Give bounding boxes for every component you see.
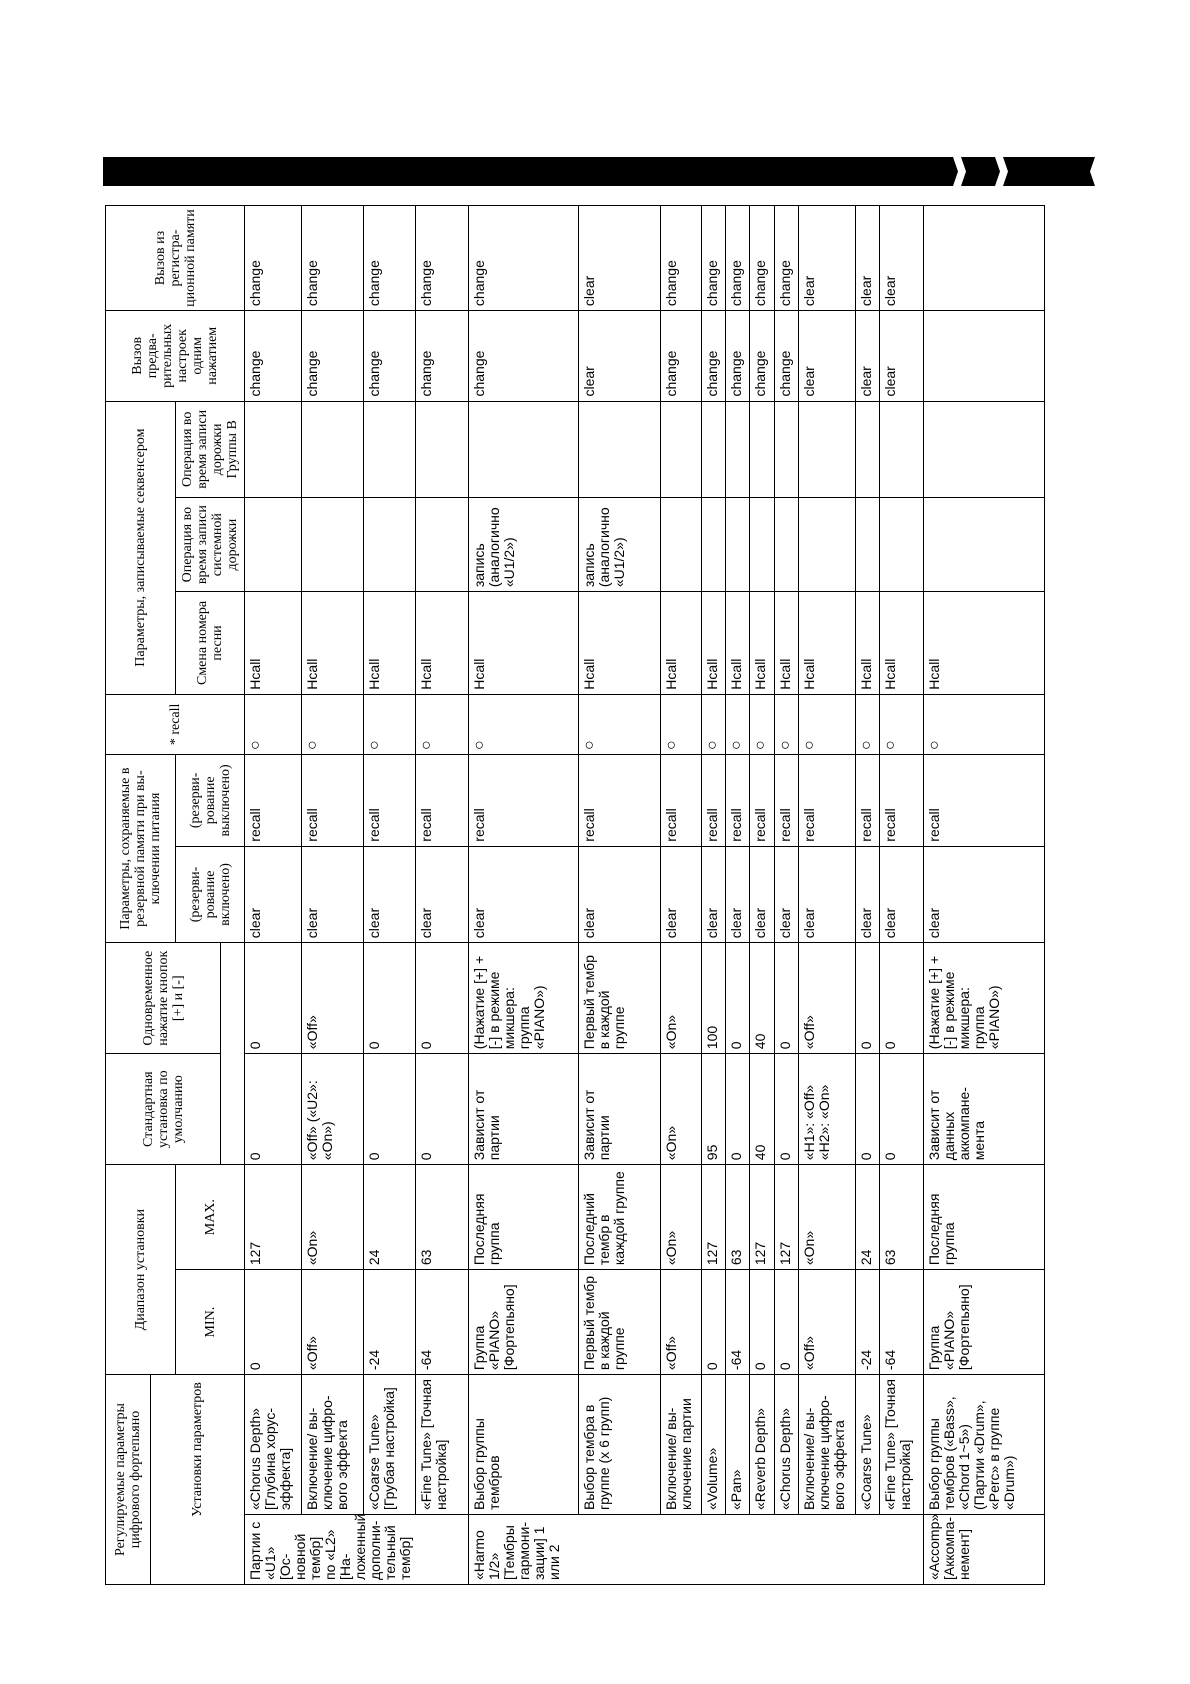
hdr-param-settings-label: Установки параметров [190,1382,205,1517]
cell-backup-on: clear [416,846,469,943]
hdr-main-category: Регулируемые параметры цифрового фортепьяно [106,1375,151,1585]
cell-min: «Off» [798,1270,855,1375]
table-row [302,206,364,1585]
cell-backup-on: clear [579,846,661,943]
cell-backup-on: clear [880,846,924,943]
cell-preset-call: change [302,311,364,401]
cell-group-b [702,401,726,498]
hdr-sequencer: Параметры, записываемые секвенсером [106,401,176,694]
cell-max: 127 [245,1165,302,1270]
cell-reg-call: clear [880,206,924,311]
cell-max: «On» [661,1165,702,1270]
cell-sys-track [363,498,416,592]
table-row [661,206,702,1585]
cell-simultaneous: «Off» [798,943,855,1054]
table-row [245,206,302,1585]
hdr-song-change: Смена номера песни [176,592,245,695]
cell-group-b [579,401,661,498]
cell-group-b [880,401,924,498]
cell-reg-call: change [363,206,416,311]
cell-reg-call: change [726,206,750,311]
cell-recall: ○ [855,694,879,754]
group-label: «Accomp» [Аккомпанемент] [924,1515,1045,1585]
parameters-table [105,205,1045,1585]
cell-song-change: Hcall [855,592,879,695]
table-row [363,206,416,1585]
table-row [750,206,774,1585]
cell-default: «On» [661,1054,702,1165]
cell-group-b [416,401,469,498]
cell-setting: «Fine Tune» [Точная настройка] [416,1375,469,1515]
hdr-backup-on: (резервирование включено) [176,846,245,943]
cell-min: 0 [750,1270,774,1375]
cell-recall: ○ [798,694,855,754]
cell-sys-track [855,498,879,592]
cell-backup-on: clear [798,846,855,943]
cell-default: 95 [702,1054,726,1165]
cell-backup-on: clear [469,846,579,943]
cell-sys-track [302,498,364,592]
cell-sys-track [798,498,855,592]
cell-setting: «Coarse Tune» [Грубая настройка] [363,1375,416,1515]
cell-recall: ○ [302,694,364,754]
cell-simultaneous: 0 [726,943,750,1054]
cell-sys-track [750,498,774,592]
cell-group-b [302,401,364,498]
cell-simultaneous: 0 [416,943,469,1054]
table-row [774,206,798,1585]
cell-backup-off: recall [245,755,302,847]
cell-recall: ○ [661,694,702,754]
cell-backup-off: recall [661,755,702,847]
cell-group-b [798,401,855,498]
cell-recall: ○ [416,694,469,754]
cell-max: 24 [855,1165,879,1270]
cell-default: 0 [774,1054,798,1165]
cell-simultaneous: «On» [661,943,702,1054]
cell-recall: ○ [245,694,302,754]
cell-setting: Включение/ выключение цифрового эффекта [798,1375,855,1515]
table-body [245,206,1045,1585]
cell-group-b [469,401,579,498]
cell-max: 127 [750,1165,774,1270]
cell-preset-call: clear [880,311,924,401]
cell-backup-on: clear [661,846,702,943]
cell-default: 40 [750,1054,774,1165]
cell-min: Первый тембр в каждой группе [579,1270,661,1375]
cell-setting: «Volume» [702,1375,726,1515]
cell-min: 0 [245,1270,302,1375]
cell-default: 0 [416,1054,469,1165]
cell-backup-off: recall [579,755,661,847]
cell-sys-track [880,498,924,592]
cell-recall: ○ [469,694,579,754]
hdr-backup-off: (резервирование выключено) [176,755,245,847]
cell-recall: ○ [726,694,750,754]
cell-preset-call: change [774,311,798,401]
group-label: Партии с «U1» [Основной тембр] по «L2» [Наложенный дополнительный тембр] [245,1515,469,1585]
cell-backup-off: recall [469,755,579,847]
cell-reg-call: clear [855,206,879,311]
cell-min: Группа «PIANO» [Фортепьяно] [924,1270,1045,1375]
cell-sys-track [726,498,750,592]
cell-sys-track [774,498,798,592]
cell-setting: Включение/ выключение партии [661,1375,702,1515]
cell-song-change: Hcall [245,592,302,695]
cell-sys-track: запись (аналогично «U1/2») [579,498,661,592]
cell-reg-call: change [661,206,702,311]
cell-reg-call: clear [579,206,661,311]
hdr-preset-call: Вызов предварительных настроек одним нажатием [106,311,245,401]
cell-song-change: Hcall [363,592,416,695]
cell-simultaneous: 100 [702,943,726,1054]
hdr-param-settings [151,1375,245,1585]
cell-default: 0 [855,1054,879,1165]
cell-simultaneous: 0 [774,943,798,1054]
cell-recall: ○ [750,694,774,754]
cell-sys-track [245,498,302,592]
cell-max: 127 [702,1165,726,1270]
cell-setting: «Chorus Depth» [Глубина хорус-эффекта] [245,1375,302,1515]
hdr-simultaneous: Одновременное нажатие кнопок [+] и [-] [106,943,221,1054]
cell-backup-off: recall [726,755,750,847]
table-row [798,206,855,1585]
hdr-range: Диапазон установки [106,1165,176,1375]
hdr-max: MAX. [176,1165,245,1270]
cell-preset-call: clear [798,311,855,401]
cell-backup-off: recall [924,755,1045,847]
cell-group-b [750,401,774,498]
hdr-recall: * recall [106,694,245,754]
table-row [702,206,726,1585]
cell-reg-call: change [702,206,726,311]
cell-max: 127 [774,1165,798,1270]
cell-simultaneous: (Нажатие [+] + [-] в режиме микшера: группа «PIANO») [469,943,579,1054]
cell-preset-call [924,311,1045,401]
cell-reg-call: change [774,206,798,311]
cell-setting: «Chorus Depth» [774,1375,798,1515]
cell-reg-call: change [416,206,469,311]
table-row [726,206,750,1585]
cell-group-b [924,401,1045,498]
cell-default: Зависит от партии [469,1054,579,1165]
header-banner [103,157,1095,186]
rotated-table-wrapper [105,205,1045,1585]
table-row [924,206,1045,1585]
cell-simultaneous: 40 [750,943,774,1054]
cell-backup-off: recall [750,755,774,847]
cell-min: -64 [880,1270,924,1375]
cell-song-change: Hcall [661,592,702,695]
table-row [855,206,879,1585]
cell-recall: ○ [363,694,416,754]
cell-min: «Off» [661,1270,702,1375]
cell-backup-off: recall [302,755,364,847]
cell-default: Зависит от данных аккомпанемента [924,1054,1045,1165]
cell-simultaneous: Первый тембр в каждой группе [579,943,661,1054]
cell-setting: «Reverb Depth» [750,1375,774,1515]
cell-preset-call: clear [579,311,661,401]
cell-backup-off: recall [363,755,416,847]
cell-backup-off: recall [702,755,726,847]
cell-preset-call: change [726,311,750,401]
cell-backup-on: clear [302,846,364,943]
cell-song-change: Hcall [798,592,855,695]
cell-backup-off: recall [855,755,879,847]
cell-simultaneous: 0 [363,943,416,1054]
cell-preset-call: change [702,311,726,401]
cell-recall: ○ [880,694,924,754]
cell-sys-track [416,498,469,592]
cell-reg-call: change [469,206,579,311]
cell-preset-call: change [661,311,702,401]
table-row [416,206,469,1585]
cell-min: 0 [774,1270,798,1375]
cell-simultaneous: (Нажатие [+] + [-] в режиме микшера: группа «PIANO») [924,943,1045,1054]
cell-song-change: Hcall [774,592,798,695]
cell-preset-call: change [416,311,469,401]
cell-max: 63 [726,1165,750,1270]
cell-backup-on: clear [363,846,416,943]
cell-song-change: Hcall [416,592,469,695]
cell-sys-track [702,498,726,592]
cell-simultaneous: 0 [245,943,302,1054]
hdr-reg-call: Вызов из регистрационной памяти [106,206,245,311]
cell-song-change: Hcall [302,592,364,695]
cell-reg-call: clear [798,206,855,311]
table-row [579,206,661,1585]
cell-preset-call: change [469,311,579,401]
cell-sys-track [924,498,1045,592]
cell-reg-call: change [750,206,774,311]
cell-setting: Выбор группы тембров [469,1375,579,1515]
cell-default: Зависит от партии [579,1054,661,1165]
cell-default: «H1»: «Off» «H2»: «On» [798,1054,855,1165]
cell-default: 0 [363,1054,416,1165]
hdr-backup: Параметры, сохраняемые в резервной памяти при выключении питания [106,755,176,943]
cell-group-b [363,401,416,498]
cell-default: 0 [245,1054,302,1165]
cell-max: 24 [363,1165,416,1270]
cell-setting: «Fine Tune» [Точная настройка] [880,1375,924,1515]
cell-min: 0 [702,1270,726,1375]
cell-sys-track [661,498,702,592]
cell-song-change: Hcall [469,592,579,695]
cell-song-change: Hcall [579,592,661,695]
cell-reg-call: change [302,206,364,311]
cell-backup-off: recall [774,755,798,847]
cell-max: 63 [880,1165,924,1270]
cell-backup-on: clear [855,846,879,943]
cell-backup-on: clear [245,846,302,943]
cell-backup-on: clear [774,846,798,943]
cell-default: 0 [726,1054,750,1165]
cell-backup-off: recall [798,755,855,847]
cell-setting: «Coarse Tune» [855,1375,879,1515]
cell-min: -64 [726,1270,750,1375]
table-row [469,206,579,1585]
cell-simultaneous: «Off» [302,943,364,1054]
cell-min: -24 [363,1270,416,1375]
cell-backup-on: clear [750,846,774,943]
cell-song-change: Hcall [726,592,750,695]
cell-backup-on: clear [924,846,1045,943]
cell-song-change: Hcall [750,592,774,695]
cell-default: «Off» («U2»: «On») [302,1054,364,1165]
cell-preset-call: change [245,311,302,401]
hdr-group-b: Операция во время записи дорожки Группы В [176,401,245,498]
cell-backup-on: clear [702,846,726,943]
hdr-default: Стандартная установка по умолчанию [106,1054,221,1165]
cell-max: Последний тембр в каждой группе [579,1165,661,1270]
cell-group-b [774,401,798,498]
cell-recall: ○ [702,694,726,754]
cell-recall: ○ [774,694,798,754]
cell-group-b [245,401,302,498]
cell-group-b [855,401,879,498]
cell-recall: ○ [579,694,661,754]
cell-max: Последняя группа [469,1165,579,1270]
cell-max: «On» [302,1165,364,1270]
hdr-min: MIN. [176,1270,245,1375]
cell-min: -64 [416,1270,469,1375]
group-label: «Harmo 1/2» [Тембры гармонизации] 1 или 2 [469,1515,924,1585]
cell-reg-call: change [245,206,302,311]
cell-preset-call: change [363,311,416,401]
cell-max: 63 [416,1165,469,1270]
cell-song-change: Hcall [924,592,1045,695]
cell-max: Последняя группа [924,1165,1045,1270]
cell-setting: Включение/ выключение цифрового эффекта [302,1375,364,1515]
cell-song-change: Hcall [702,592,726,695]
cell-preset-call: clear [855,311,879,401]
cell-backup-off: recall [880,755,924,847]
cell-group-b [661,401,702,498]
cell-min: Группа «PIANO» [Фортепьяно] [469,1270,579,1375]
cell-min: -24 [855,1270,879,1375]
cell-setting: Выбор тембра в группе (x 6 групп) [579,1375,661,1515]
cell-max: «On» [798,1165,855,1270]
cell-reg-call [924,206,1045,311]
cell-sys-track: запись (аналогично «U1/2») [469,498,579,592]
hdr-sys-track: Операция во время записи системной дорожки [176,498,245,592]
cell-preset-call: change [750,311,774,401]
cell-setting: Выбор группы тембров («Bass», «Chord 1~5») (Партии «Drum», «Perc» в группе «Drum») [924,1375,1045,1515]
cell-simultaneous: 0 [855,943,879,1054]
cell-backup-on: clear [726,846,750,943]
cell-min: «Off» [302,1270,364,1375]
cell-setting: «Pan» [726,1375,750,1515]
cell-backup-off: recall [416,755,469,847]
cell-group-b [726,401,750,498]
cell-song-change: Hcall [880,592,924,695]
table-row [880,206,924,1585]
cell-recall: ○ [924,694,1045,754]
cell-default: 0 [880,1054,924,1165]
cell-simultaneous: 0 [880,943,924,1054]
